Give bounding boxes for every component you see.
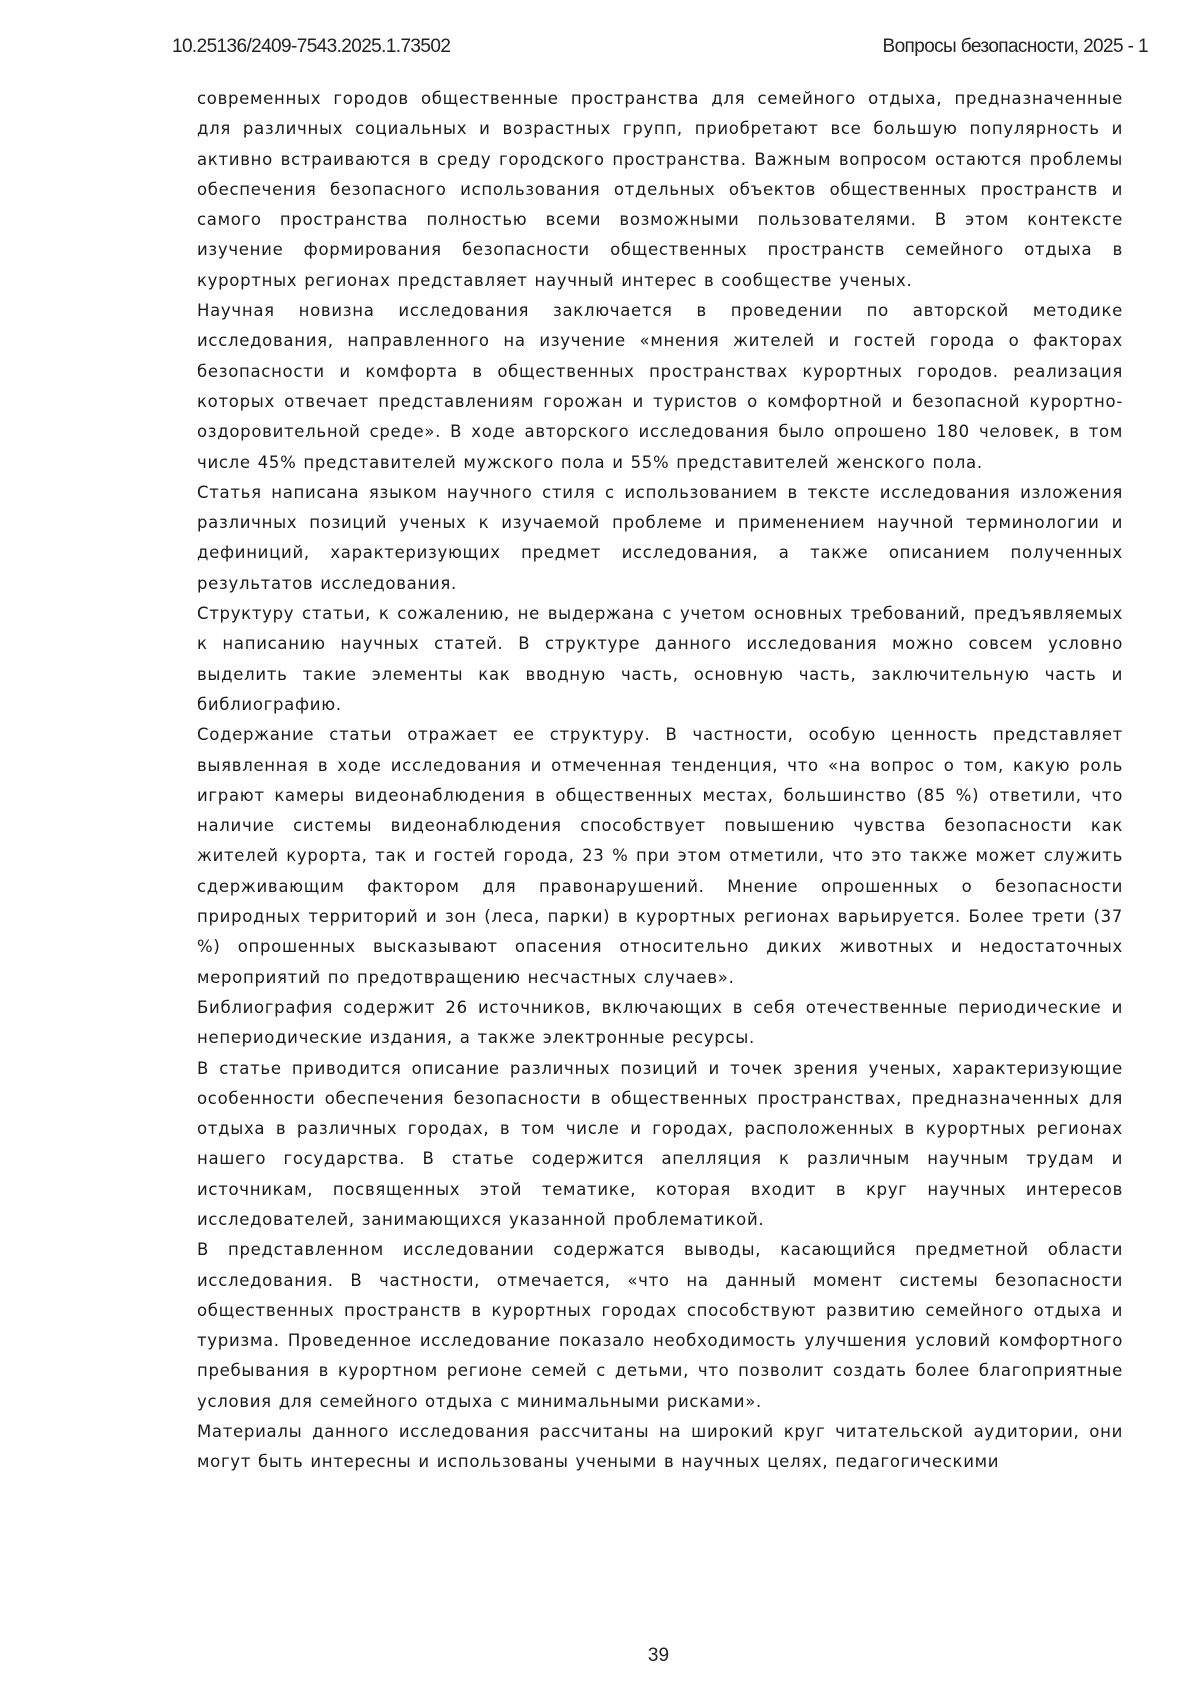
running-header (172, 36, 1148, 60)
paragraph-positions: В статье приводится описание различных позиций и точек зрения ученых, характеризующие особенности обеспечения безопасности в общественных пространствах, предназначенных для отдыха в различных городах, в том числе и городах, расположенных в курортных регионах нашего государства. В статье содержится апелляция к различным научным трудам и источникам, посвященных этой тематике, которая входит в круг научных интересов исследователей, занимающихся указанной проблематикой. (197, 1058, 1123, 1229)
page-number: 39 (647, 1645, 670, 1666)
doi-text: 10.25136/2409-7543.2025.1.73502 (172, 36, 451, 57)
paragraph-audience: Материалы данного исследования рассчитаны на широкий круг читательской аудитории, они могут быть интересны и использованы учеными в научных целях, педагогическими (197, 1422, 1123, 1472)
paragraph-intro-continued: современных городов общественные пространства для семейного отдыха, предназначенные для различных социальных и возрастных групп, приобретают все большую популярность и активно встраиваются в среду городского пространства. Важным вопросом остаются проблемы обеспечения безопасного использования отдельных объектов общественных пространств и самого пространства полностью всеми возможными пользователями. В этом контексте изучение формирования безопасности общественных пространств семейного отдыха в курортных регионах представляет научный интерес в сообществе ученых. (197, 89, 1123, 290)
paragraph-style: Статья написана языком научного стиля с использованием в тексте исследования изложения различных позиций ученых к изучаемой проблеме и применением научной терминологии и дефиниций, характеризующих предмет исследования, а также описанием полученных результатов исследования. (197, 482, 1123, 593)
paragraph-content: Содержание статьи отражает ее структуру. В частности, особую ценность представляет выявленная в ходе исследования и отмеченная тенденция, что «на вопрос о том, какую роль играют камеры видеонаблюдения в общественных местах, большинство (85 %) ответили, что наличие системы видеонаблюдения способствует повышению чувства безопасности как жителей курорта, так и гостей города, 23 % при этом отметили, что это также может служить сдерживающим фактором для правонарушений. Мнение опрошенных о безопасности природных территорий и зон (леса, парки) в курортных регионах варьируется. Более трети (37 %) опрошенных высказывают опасения относительно диких животных и недостаточных мероприятий по предотвращению несчастных случаев». (197, 725, 1123, 987)
article-body (197, 84, 1123, 1478)
paragraph-scientific-novelty: Научная новизна исследования заключается в проведении по авторской методике исследования, направленного на изучение «мнения жителей и гостей города о факторах безопасности и комфорта в общественных пространствах курортных городов. реализация которых отвечает представлениям горожан и туристов о комфортной и безопасной курортно-оздоровительной среде». В ходе авторского исследования было опрошено 180 человек, в том числе 45% представителей мужского пола и 55% представителей женского пола. (197, 301, 1123, 472)
paragraph-conclusions: В представленном исследовании содержатся выводы, касающийся предметной области исследования. В частности, отмечается, «что на данный момент системы безопасности общественных пространств в курортных городах способствуют развитию семейного отдыха и туризма. Проведенное исследование показало необходимость улучшения условий комфортного пребывания в курортном регионе семей с детьми, что позволит создать более благоприятные условия для семейного отдыха с минимальными рисками». (197, 1240, 1123, 1411)
paragraph-structure: Структуру статьи, к сожалению, не выдержана с учетом основных требований, предъявляемых к написанию научных статей. В структуре данного исследования можно совсем условно выделить такие элементы как вводную часть, основную часть, заключительную часть и библиографию. (197, 604, 1123, 714)
journal-issue-text: Вопросы безопасности, 2025 - 1 (882, 36, 1148, 57)
paragraph-bibliography: Библиография содержит 26 источников, включающих в себя отечественные периодические и непериодические издания, а также электронные ресурсы. (197, 997, 1123, 1048)
